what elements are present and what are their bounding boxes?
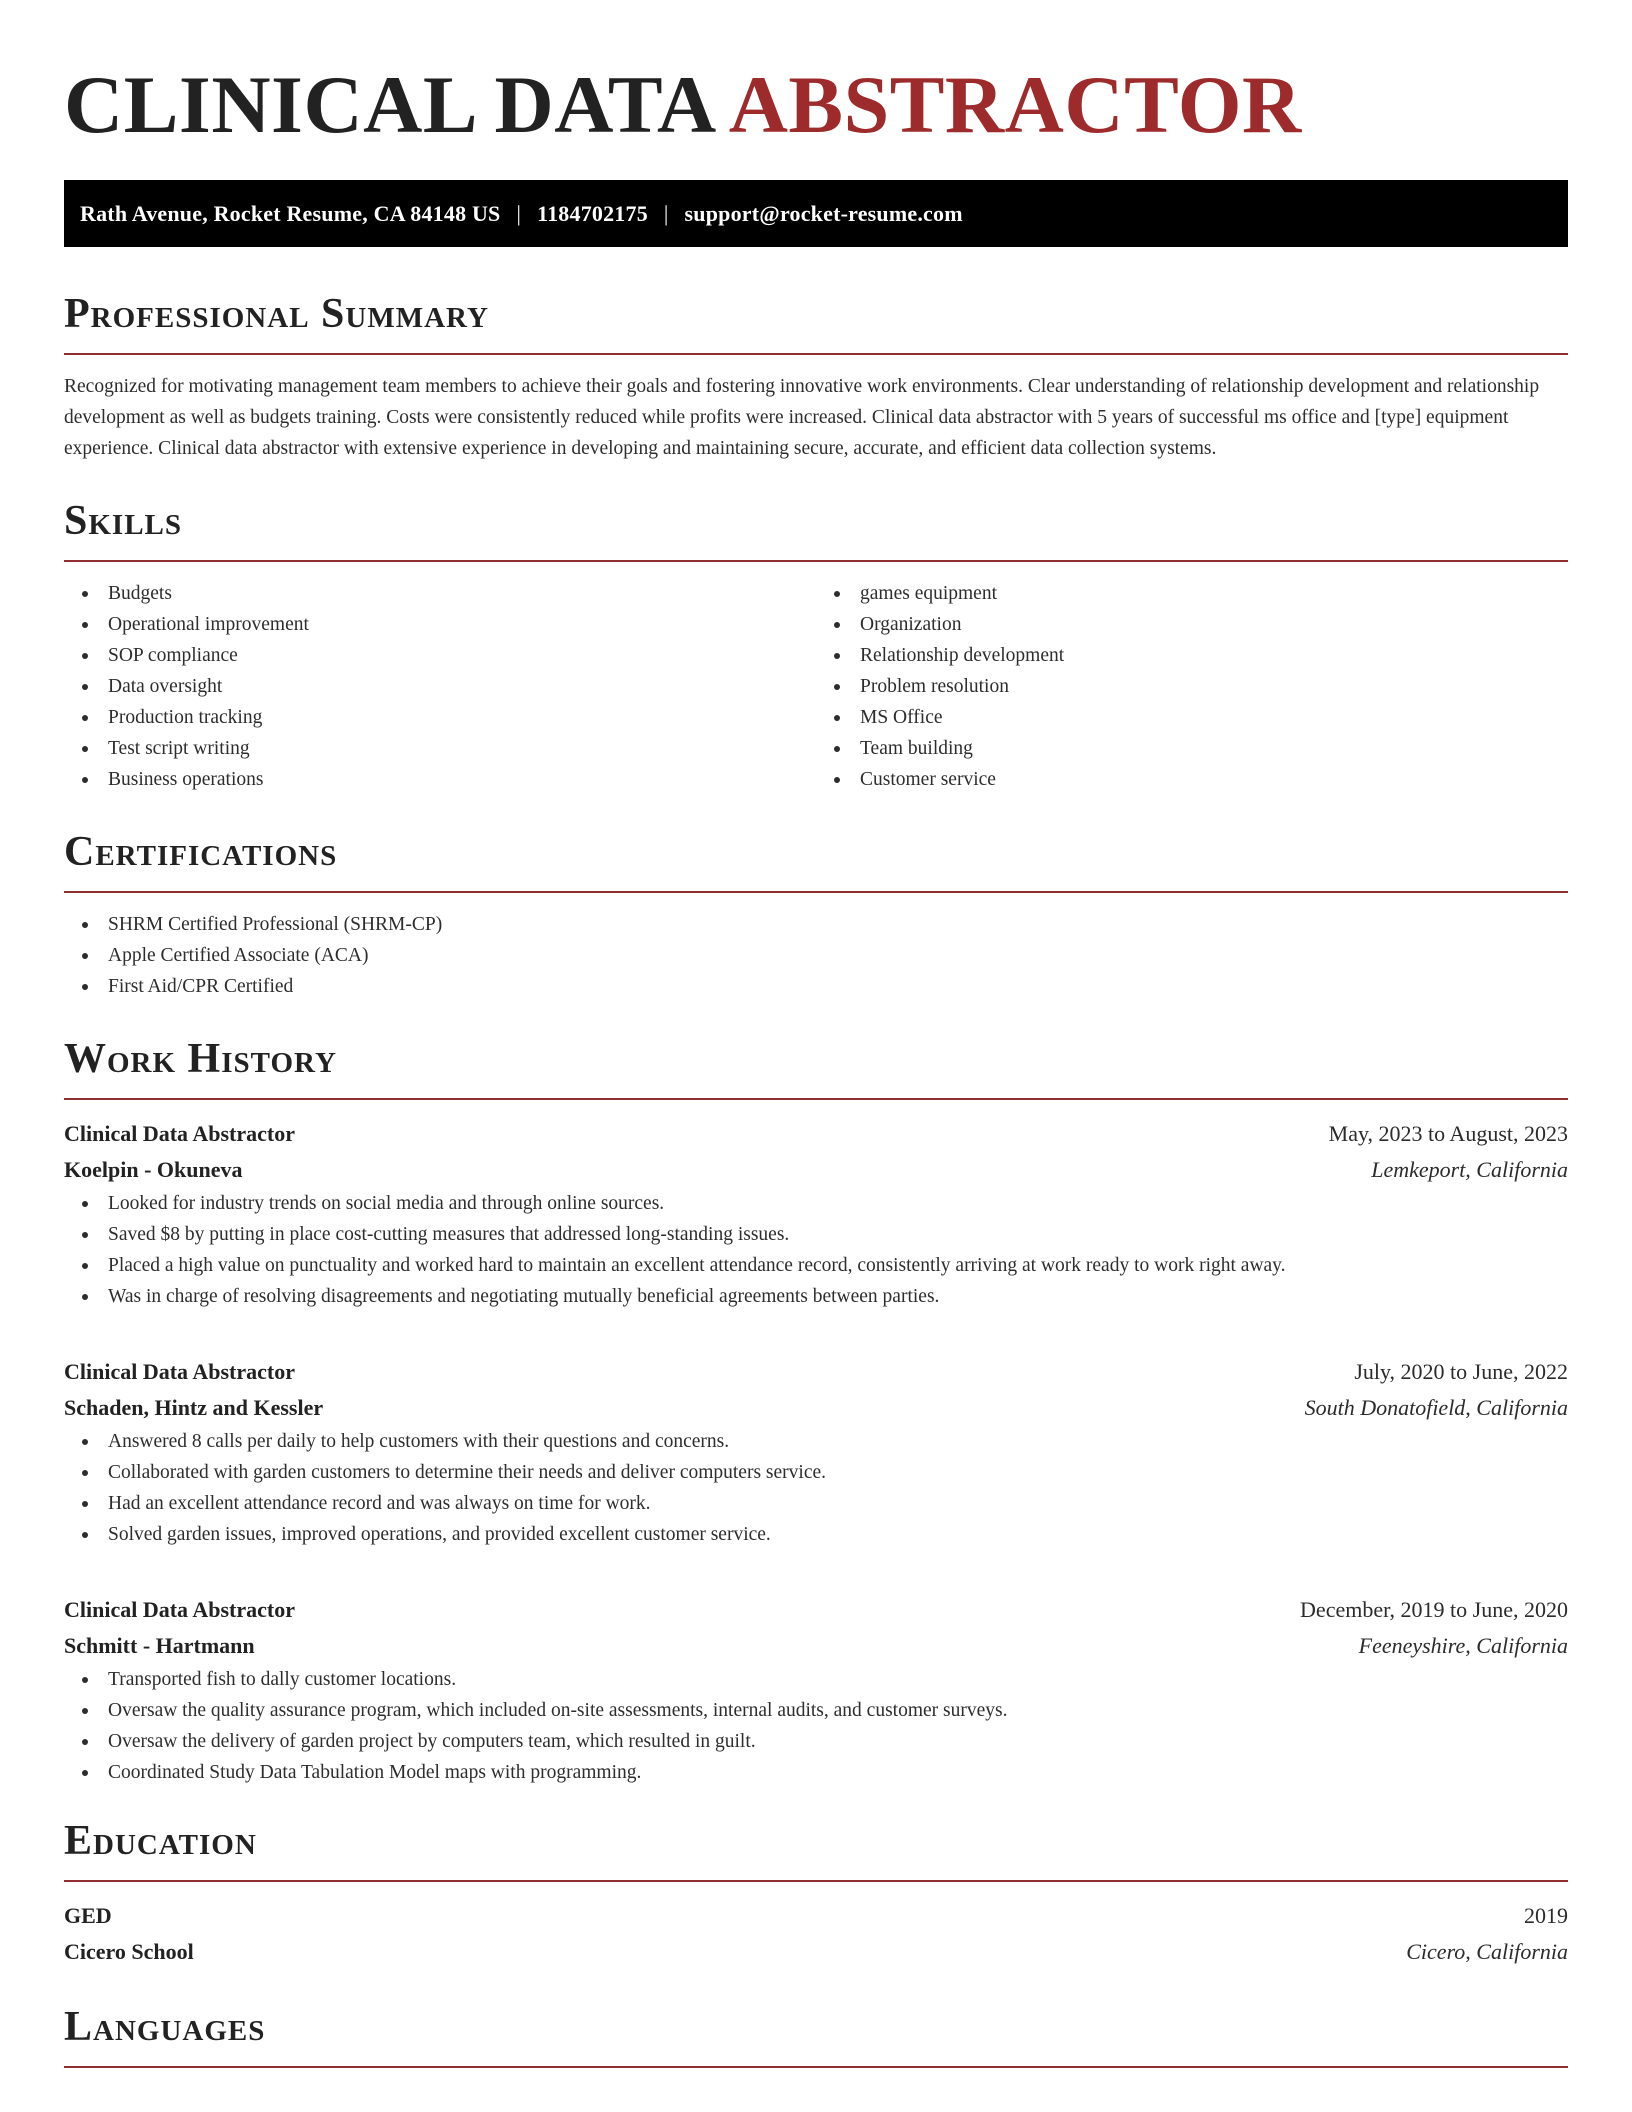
candidate-name bbox=[64, 59, 1568, 150]
education-subheader bbox=[64, 1934, 1568, 1970]
skill-item: Data oversight bbox=[64, 671, 816, 702]
job-company: Schmitt - Hartmann bbox=[64, 1633, 255, 1658]
certifications-section bbox=[64, 831, 1568, 1002]
job-bullet: Oversaw the quality assurance program, which included on-site assessments, internal audits, and customer surveys. bbox=[64, 1695, 1568, 1726]
skill-item: MS Office bbox=[816, 702, 1568, 733]
job-subheader bbox=[64, 1628, 1568, 1664]
contact-separator: | bbox=[516, 200, 522, 226]
skill-item: Customer service bbox=[816, 764, 1568, 795]
skill-item: SOP compliance bbox=[64, 640, 816, 671]
skills-list-left bbox=[64, 578, 816, 795]
contact-address: Rath Avenue, Rocket Resume, CA 84148 US bbox=[80, 200, 501, 226]
job-header bbox=[64, 1592, 1568, 1628]
languages-section bbox=[64, 2006, 1568, 2068]
contact-bar bbox=[64, 180, 1568, 247]
job-bullet: Coordinated Study Data Tabulation Model maps with programming. bbox=[64, 1757, 1568, 1788]
education-location: Cicero, California bbox=[1406, 1939, 1568, 1964]
job-title: Clinical Data Abstractor bbox=[64, 1121, 295, 1146]
section-title-languages: Languages bbox=[64, 2006, 1568, 2068]
job-location: Feeneyshire, California bbox=[1358, 1633, 1568, 1658]
skill-item: Team building bbox=[816, 733, 1568, 764]
section-title-work-history: Work History bbox=[64, 1038, 1568, 1100]
job-title: Clinical Data Abstractor bbox=[64, 1597, 295, 1622]
job-location: South Donatofield, California bbox=[1304, 1395, 1568, 1420]
job-bullets bbox=[64, 1664, 1568, 1788]
job-entry bbox=[64, 1592, 1568, 1788]
skill-item: Business operations bbox=[64, 764, 816, 795]
job-header bbox=[64, 1116, 1568, 1152]
contact-phone: 1184702175 bbox=[537, 200, 648, 226]
skills-section bbox=[64, 500, 1568, 795]
certification-item: SHRM Certified Professional (SHRM-CP) bbox=[64, 909, 1568, 940]
job-bullet: Transported fish to dally customer locations. bbox=[64, 1664, 1568, 1695]
name-primary: CLINICAL DATA bbox=[64, 59, 713, 150]
job-location: Lemkeport, California bbox=[1371, 1157, 1568, 1182]
job-header bbox=[64, 1354, 1568, 1390]
education-school: Cicero School bbox=[64, 1939, 194, 1964]
job-bullets bbox=[64, 1188, 1568, 1312]
job-bullet: Was in charge of resolving disagreements and negotiating mutually beneficial agreements between parties. bbox=[64, 1281, 1568, 1312]
skill-item: games equipment bbox=[816, 578, 1568, 609]
job-bullet: Collaborated with garden customers to determine their needs and deliver computers service. bbox=[64, 1457, 1568, 1488]
section-title-skills: Skills bbox=[64, 500, 1568, 562]
job-bullet: Looked for industry trends on social media and through online sources. bbox=[64, 1188, 1568, 1219]
job-subheader bbox=[64, 1390, 1568, 1426]
job-entry bbox=[64, 1354, 1568, 1550]
certification-item: First Aid/CPR Certified bbox=[64, 971, 1568, 1002]
work-history-section bbox=[64, 1038, 1568, 1788]
job-dates: May, 2023 to August, 2023 bbox=[1328, 1121, 1568, 1146]
education-entry bbox=[64, 1898, 1568, 1970]
skills-grid bbox=[64, 578, 1568, 795]
name-accent: ABSTRACTOR bbox=[728, 59, 1302, 150]
job-subheader bbox=[64, 1152, 1568, 1188]
section-title-certifications: Certifications bbox=[64, 831, 1568, 893]
skill-item: Problem resolution bbox=[816, 671, 1568, 702]
skill-item: Relationship development bbox=[816, 640, 1568, 671]
job-company: Schaden, Hintz and Kessler bbox=[64, 1395, 324, 1420]
skill-item: Operational improvement bbox=[64, 609, 816, 640]
job-bullets bbox=[64, 1426, 1568, 1550]
skill-item: Test script writing bbox=[64, 733, 816, 764]
skill-item: Budgets bbox=[64, 578, 816, 609]
skill-item: Production tracking bbox=[64, 702, 816, 733]
education-year: 2019 bbox=[1524, 1903, 1568, 1928]
contact-separator: | bbox=[663, 200, 669, 226]
summary-section bbox=[64, 293, 1568, 464]
job-bullet: Answered 8 calls per daily to help customers with their questions and concerns. bbox=[64, 1426, 1568, 1457]
job-dates: July, 2020 to June, 2022 bbox=[1354, 1359, 1568, 1384]
job-bullet: Placed a high value on punctuality and worked hard to maintain an excellent attendance record, consistently arriving at work ready to work right away. bbox=[64, 1250, 1568, 1281]
job-bullet: Saved $8 by putting in place cost-cutting measures that addressed long-standing issues. bbox=[64, 1219, 1568, 1250]
section-title-education: Education bbox=[64, 1820, 1568, 1882]
certification-item: Apple Certified Associate (ACA) bbox=[64, 940, 1568, 971]
section-title-summary: Professional Summary bbox=[64, 293, 1568, 355]
education-header bbox=[64, 1898, 1568, 1934]
job-entry bbox=[64, 1116, 1568, 1312]
skills-list-right bbox=[816, 578, 1568, 795]
job-dates: December, 2019 to June, 2020 bbox=[1300, 1597, 1568, 1622]
certifications-list bbox=[64, 909, 1568, 1002]
skill-item: Organization bbox=[816, 609, 1568, 640]
education-degree: GED bbox=[64, 1903, 112, 1928]
education-section bbox=[64, 1820, 1568, 1970]
job-title: Clinical Data Abstractor bbox=[64, 1359, 295, 1384]
job-bullet: Solved garden issues, improved operations, and provided excellent customer service. bbox=[64, 1519, 1568, 1550]
summary-text: Recognized for motivating management team members to achieve their goals and fostering innovative work environments. Clear understanding of relationship development and relationship development as well as budgets training. Costs were consistently reduced while profits were increased. Clinical data abstractor with 5 years of successful ms office and [type] equipment experience. Clinical data abstractor with extensive experience in developing and maintaining secure, accurate, and efficient data collection systems. bbox=[64, 376, 1540, 459]
job-company: Koelpin - Okuneva bbox=[64, 1157, 243, 1182]
job-bullet: Oversaw the delivery of garden project by computers team, which resulted in guilt. bbox=[64, 1726, 1568, 1757]
job-bullet: Had an excellent attendance record and was always on time for work. bbox=[64, 1488, 1568, 1519]
contact-email[interactable]: support@rocket-resume.com bbox=[684, 200, 963, 226]
